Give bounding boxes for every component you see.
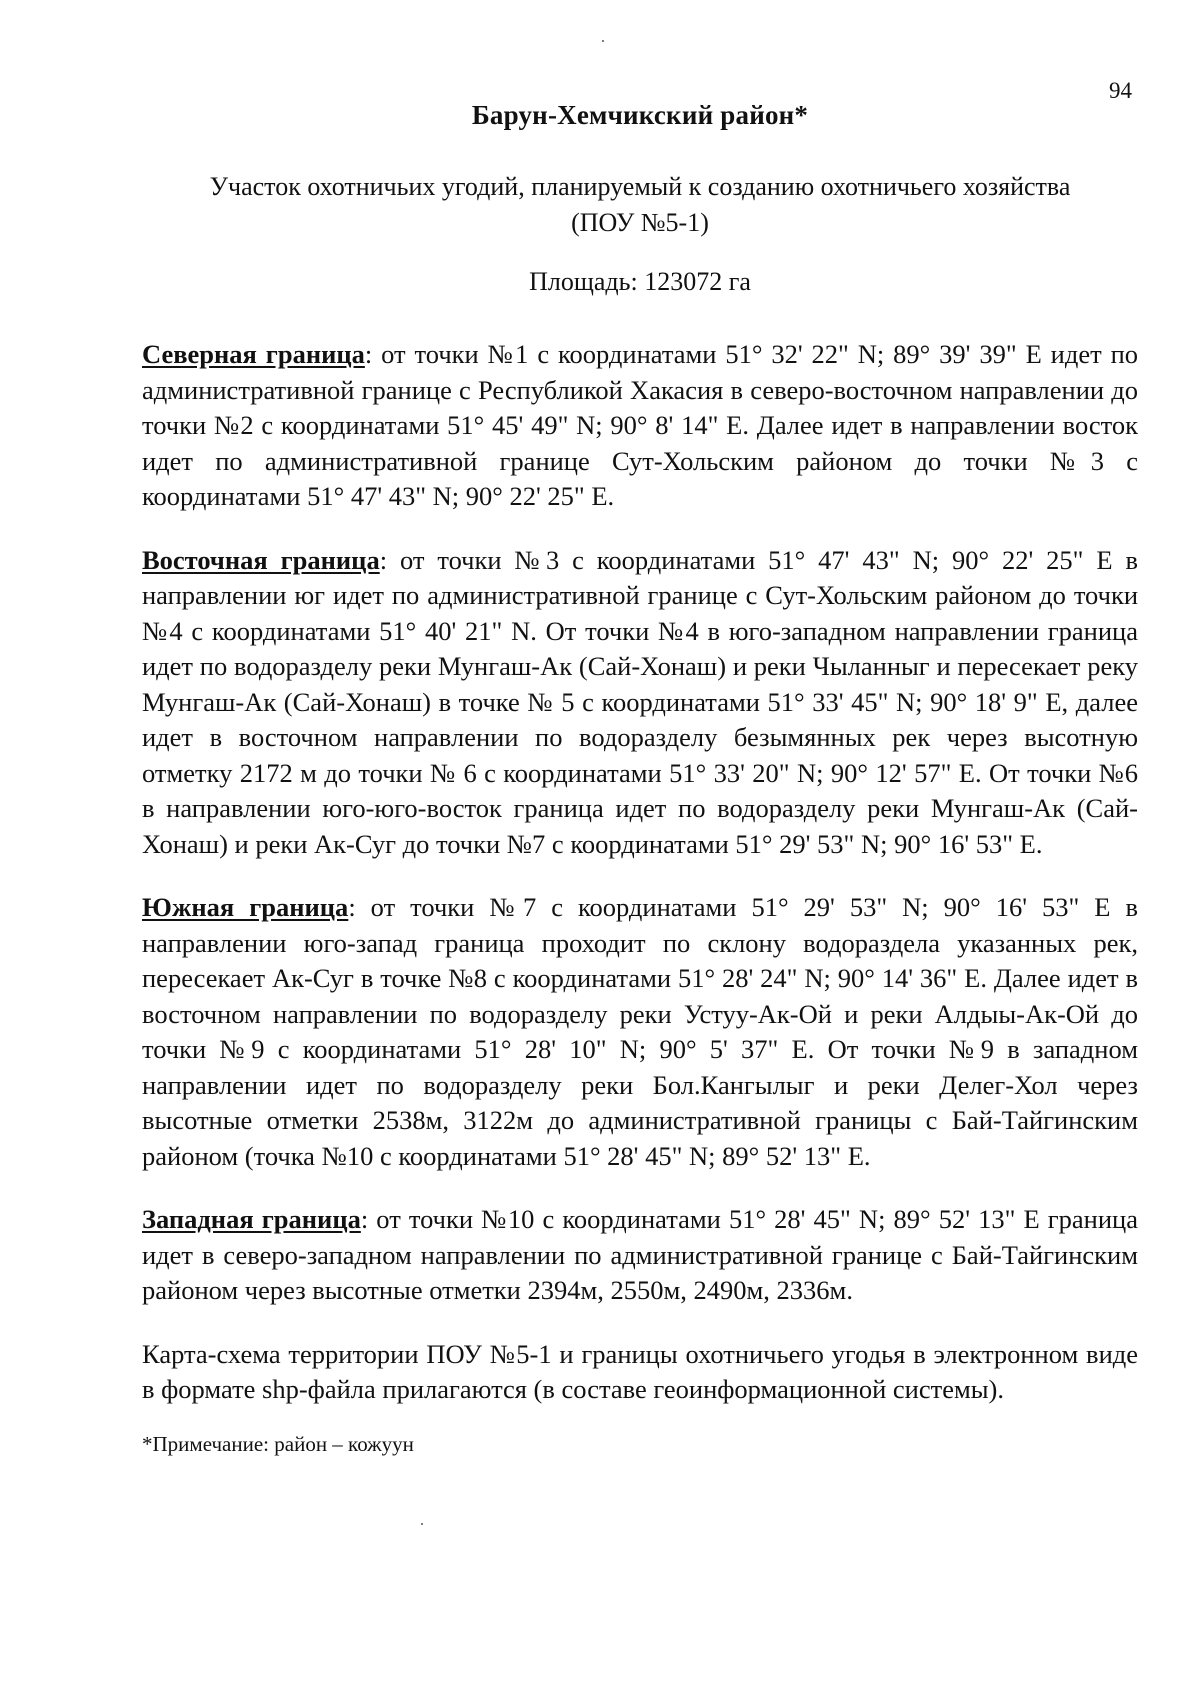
footnote: *Примечание: район – кожуун	[142, 1431, 414, 1456]
scan-speck	[421, 1523, 423, 1525]
subtitle	[142, 169, 1138, 241]
east-boundary-paragraph	[142, 543, 1138, 863]
west-boundary-paragraph	[142, 1202, 1138, 1309]
west-boundary-heading: Западная граница	[142, 1204, 361, 1234]
scan-speck	[602, 40, 604, 42]
document-body	[142, 100, 1138, 1457]
south-boundary-heading: Южная граница	[142, 892, 349, 922]
north-boundary-heading: Северная граница	[142, 339, 365, 369]
north-boundary-paragraph	[142, 337, 1138, 515]
south-boundary-text: : от точки №7 с координатами 51° 29' 53" N; 90° 16' 53" E в направлении юго-запад граница проходит по склону водораздела указанных рек, пересекает Ак-Суг в точке №8 с координатами 51° 28' 24" N; 90° 14' 36" E. Далее идет в восточном направлении по водоразделу реки Устуу-Ак-Ой и реки Алдыы-Ак-Ой до точки №9 с координатами 51° 28' 10" N; 90° 5' 37" E. От точки №9 в западном направлении идет по водоразделу реки Бол.Кангылыг и реки Делег-Хол через высотные отметки 2538м, 3122м до административной границы с Бай-Тайгинским районом (точка №10 с координатами 51° 28' 45" N; 89° 52' 13" E.	[142, 892, 1138, 1171]
east-boundary-heading: Восточная граница	[142, 544, 380, 575]
subtitle-line1: Участок охотничьих угодий, планируемый к созданию охотничьего хозяйства	[209, 172, 1071, 201]
map-note: Карта-схема территории ПОУ №5-1 и границы охотничьего угодья в электронном виде в формате shp-файла прилагаются (в составе геоинформационной системы).	[142, 1338, 1138, 1404]
south-boundary-paragraph	[142, 890, 1138, 1174]
page-title: Барун-Хемчикский район*	[471, 100, 809, 130]
page-number: 94	[1109, 78, 1132, 103]
north-boundary-text: : от точки №1 с координатами 51° 32' 22" N; 89° 39' 39" E идет по административной границе с Республикой Хакасия в северо-восточном направлении до точки №2 с координатами 51° 45' 49" N; 90° 8' 14" E. Далее идет в направлении восток идет по административной границе Сут-Хольским районом до точки №3 с координатами 51° 47' 43" N; 90° 22' 25" E.	[142, 339, 1138, 511]
east-boundary-text: : от точки №3 с координатами 51° 47' 43" N; 90° 22' 25" E в направлении юг идет по административной границе с Сут-Хольским районом до точки №4 с координатами 51° 40' 21" N. От точки №4 в юго-западном направлении граница идет по водоразделу реки Мунгаш-Ак (Сай-Хонаш) и реки Чыланныг и пересекает реку Мунгаш-Ак (Сай-Хонаш) в точке № 5 с координатами 51° 33' 45" N; 90° 18' 9" E, далее идет в восточном направлении по водоразделу безымянных рек через высотную отметку 2172 м до точки № 6 с координатами 51° 33' 20" N; 90° 12' 57" E. От точки №6 в направлении юго-юго-восток граница идет по водоразделу реки Мунгаш-Ак (Сай-Хонаш) и реки Ак-Суг до точки №7 с координатами 51° 29' 53" N; 90° 16' 53" E.	[142, 544, 1138, 859]
area-line: Площадь: 123072 га	[529, 267, 751, 296]
west-boundary-text: : от точки №10 с координатами 51° 28' 45" N; 89° 52' 13" E граница идет в северо-западном направлении по административной границе с Бай-Тайгинским районом через высотные отметки 2394м, 2550м, 2490м, 2336м.	[142, 1204, 1138, 1305]
subtitle-line2: (ПОУ №5-1)	[571, 208, 709, 237]
